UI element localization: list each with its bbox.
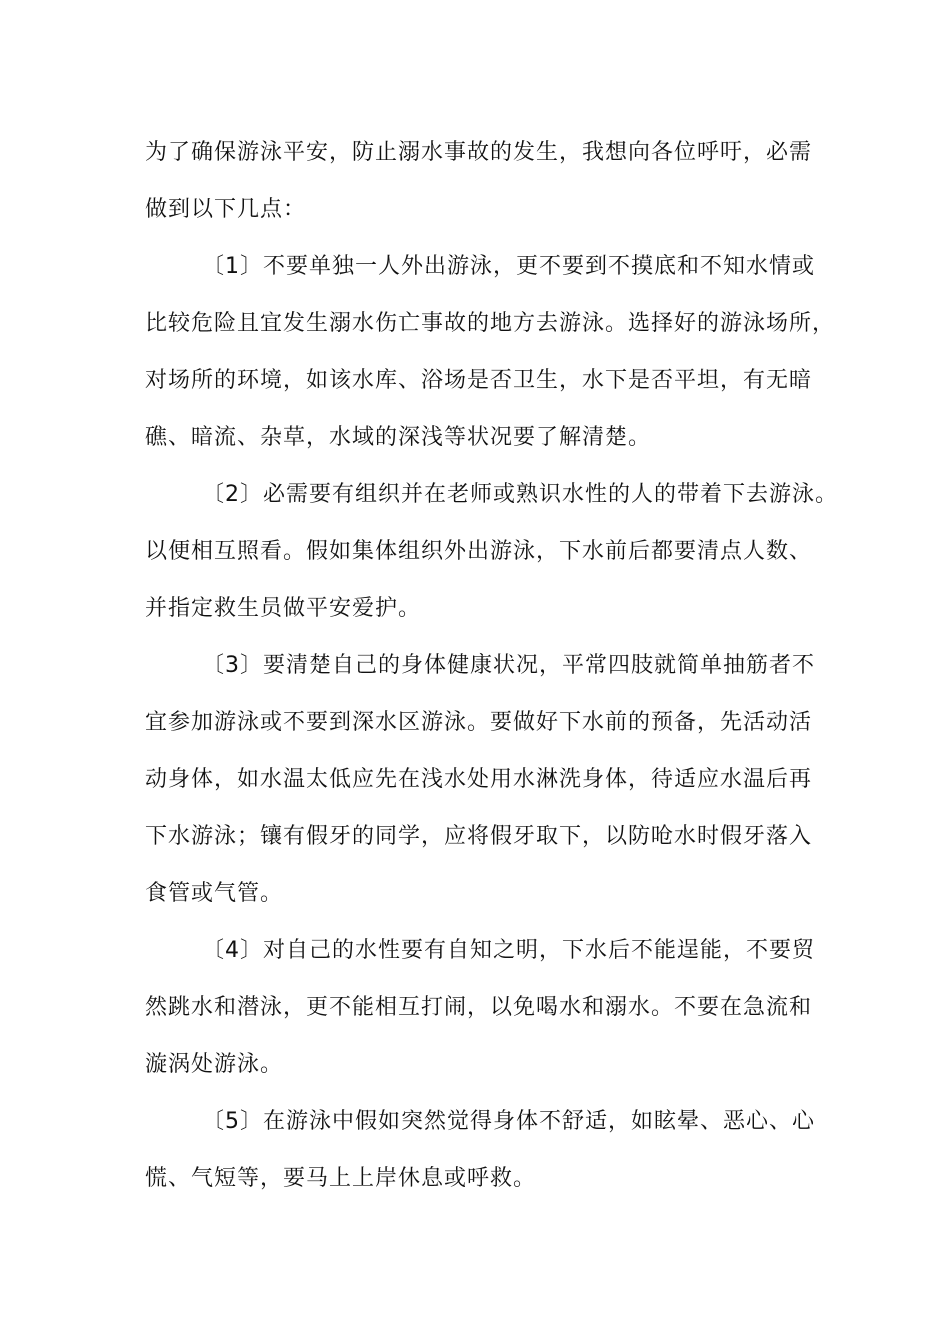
text-line: 比较危险且宜发生溺水伤亡事故的地方去游泳。选择好的游泳场所， — [145, 311, 836, 336]
text-line: 〔4〕对自己的水性要有自知之明，下水后不能逞能，不要贸 — [202, 938, 815, 963]
text-line: 宜参加游泳或不要到深水区游泳。要做好下水前的预备，先活动活 — [145, 710, 813, 735]
text-line: 为了确保游泳平安，防止溺水事故的发生，我想向各位呼吁，必需 — [145, 140, 813, 165]
text-line: 对场所的环境，如该水库、浴场是否卫生，水下是否平坦，有无暗 — [145, 368, 813, 393]
text-line: 〔5〕在游泳中假如突然觉得身体不舒适，如眩晕、恶心、心 — [202, 1109, 815, 1134]
paragraph-item-2 — [145, 466, 838, 637]
text-line: 漩涡处游泳。 — [145, 1052, 284, 1077]
text-line: 下水游泳；镶有假牙的同学，应将假牙取下，以防呛水时假牙落入 — [145, 824, 813, 849]
paragraph-intro — [145, 124, 825, 238]
text-line: 做到以下几点： — [145, 197, 307, 222]
text-line: 并指定救生员做平安爱护。 — [145, 596, 422, 621]
paragraph-item-1 — [145, 238, 836, 466]
text-line: 〔2〕必需要有组织并在老师或熟识水性的人的带着下去游泳。 — [202, 482, 838, 507]
text-line: 动身体，如水温太低应先在浅水处用水淋洗身体，待适应水温后再 — [145, 767, 813, 792]
paragraph-item-5 — [145, 1093, 825, 1207]
text-line: 食管或气管。 — [145, 881, 284, 906]
text-line: 慌、气短等，要马上上岸休息或呼救。 — [145, 1166, 537, 1191]
text-line: 然跳水和潜泳，更不能相互打闹，以免喝水和溺水。不要在急流和 — [145, 995, 813, 1020]
paragraph-item-3 — [145, 637, 825, 922]
text-line: 礁、暗流、杂草，水域的深浅等状况要了解清楚。 — [145, 425, 652, 450]
paragraph-item-4 — [145, 922, 825, 1093]
text-line: 〔1〕不要单独一人外出游泳，更不要到不摸底和不知水情或 — [202, 254, 815, 279]
text-line: 〔3〕要清楚自己的身体健康状况，平常四肢就简单抽筋者不 — [202, 653, 815, 678]
text-line: 以便相互照看。假如集体组织外出游泳，下水前后都要清点人数、 — [145, 539, 813, 564]
